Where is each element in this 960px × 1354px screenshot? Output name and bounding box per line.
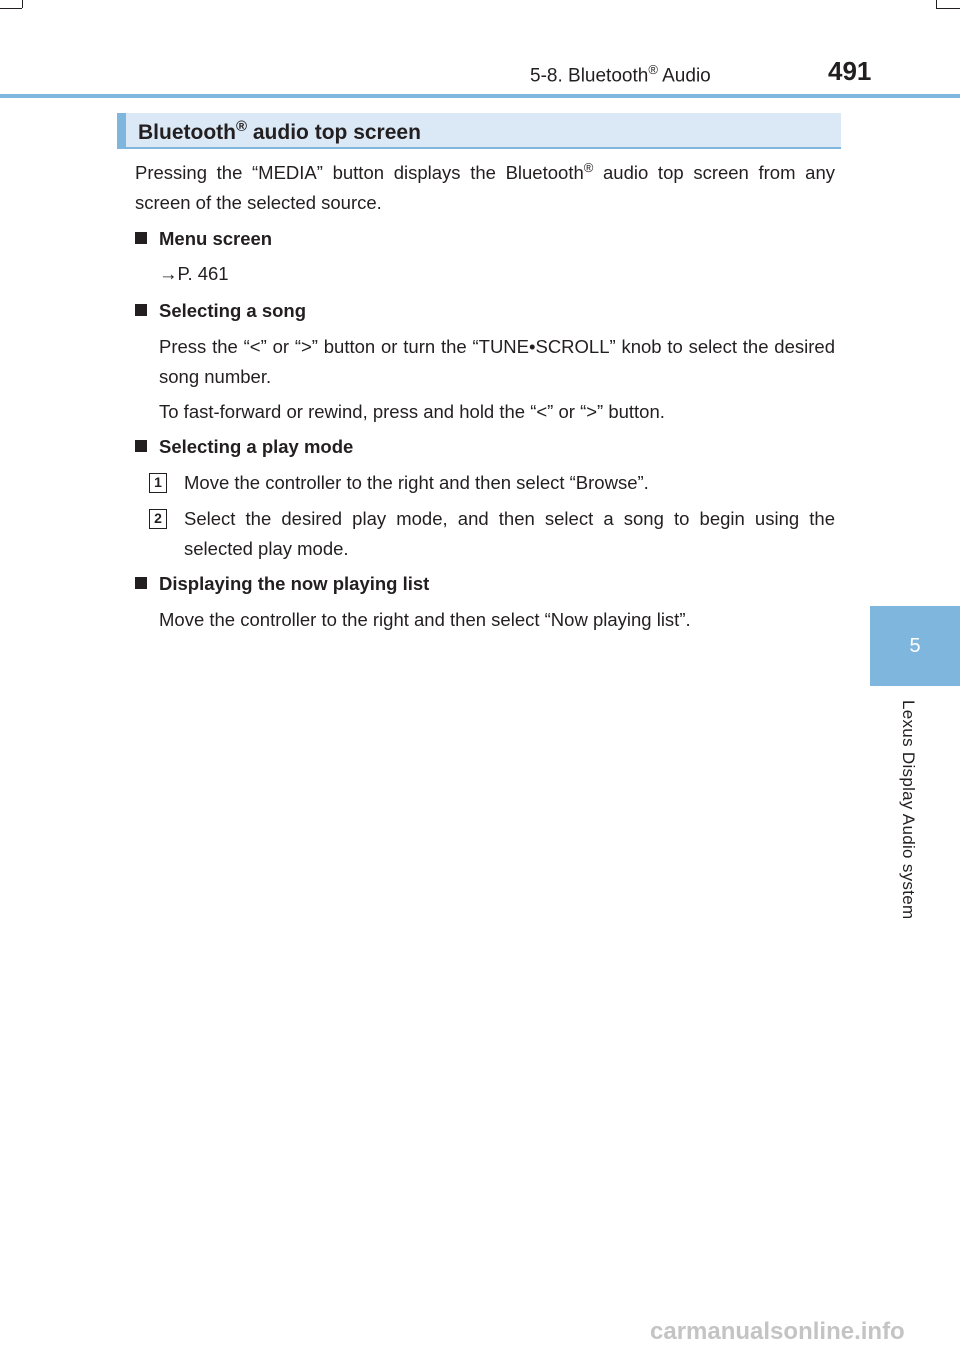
heading-play-mode — [135, 432, 353, 462]
square-bullet-icon — [135, 440, 147, 452]
heading-text: Selecting a song — [159, 300, 307, 321]
chapter-tab — [870, 606, 960, 686]
running-header-text: 5-8. Bluetooth — [530, 65, 649, 87]
running-header — [530, 62, 770, 87]
step-1-text: Move the controller to the right and then select “Browse”. — [184, 472, 649, 493]
square-bullet-icon — [135, 577, 147, 589]
song-paragraph-2: To fast-forward or rewind, press and hold the “<” or “>” button. — [159, 401, 665, 422]
section-title-box — [117, 113, 841, 149]
heading-now-playing — [135, 569, 429, 599]
intro-text: Pressing the “MEDIA” button displays the Bluetooth — [135, 162, 584, 183]
square-bullet-icon — [135, 304, 147, 316]
heading-selecting-song — [135, 296, 306, 326]
header-rule — [0, 94, 960, 98]
crop-mark-top-left — [22, 0, 23, 8]
square-bullet-icon — [135, 232, 147, 244]
heading-menu-screen — [135, 224, 272, 254]
crop-mark-top-right-h — [936, 8, 960, 9]
chapter-number: 5 — [909, 634, 921, 657]
now-playing-paragraph: Move the controller to the right and then select “Now playing list”. — [159, 609, 691, 630]
crop-mark-top-left-h — [0, 8, 22, 9]
watermark: carmanualsonline.info — [650, 1318, 905, 1345]
step-number-badge: 1 — [149, 473, 167, 493]
intro-text-end: audio top screen from any screen of the selected source. — [135, 162, 835, 213]
song-paragraph-1: Press the “<” or “>” button or turn the “TUNE•SCROLL” knob to select the desired song number. — [159, 336, 835, 387]
section-title-suffix: audio top screen — [247, 121, 421, 144]
crop-mark-top-right — [936, 0, 937, 8]
registered-mark: ® — [648, 62, 658, 77]
heading-text: Displaying the now playing list — [159, 573, 430, 594]
heading-text: Selecting a play mode — [159, 436, 354, 457]
chapter-title: Lexus Display Audio system — [899, 700, 918, 920]
step-number-badge: 2 — [149, 509, 167, 529]
registered-mark: ® — [583, 159, 594, 175]
heading-text: Menu screen — [159, 228, 273, 249]
step-2-text: Select the desired play mode, and then select a song to begin using the selected play mode. — [184, 508, 835, 559]
page-number: 491 — [828, 56, 872, 86]
section-title-text: Bluetooth — [138, 121, 236, 144]
registered-mark: ® — [235, 118, 248, 135]
intro-paragraph — [135, 158, 835, 218]
page-reference-link[interactable]: →P. 461 — [159, 263, 229, 284]
running-header-suffix: Audio — [657, 65, 711, 87]
section-title — [138, 118, 421, 145]
